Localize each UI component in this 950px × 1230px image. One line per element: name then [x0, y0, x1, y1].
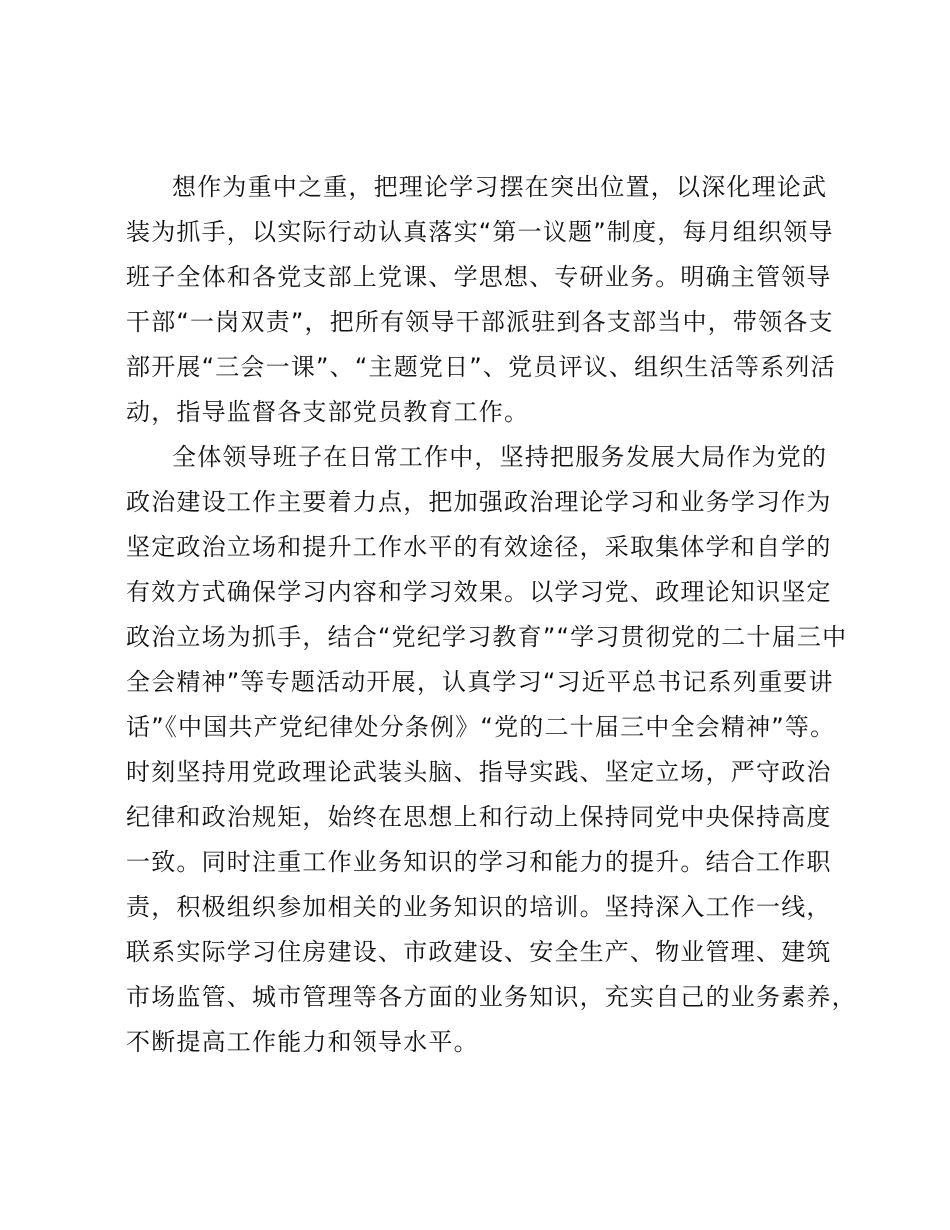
text-line: 全会精神”等专题活动开展，认真学习“习近平总书记系列重要讲 — [126, 668, 834, 696]
text-line: 政治建设工作主要着力点，把加强政治理论学习和业务学习作为 — [126, 488, 832, 516]
text-line: 部开展“三会一课”、“主题党日”、党员评议、组织生活等系列活 — [126, 353, 836, 381]
text-line: 有效方式确保学习内容和学习效果。以学习党、政理论知识坚定 — [126, 578, 832, 606]
text-line: 市场监管、城市管理等各方面的业务知识，充实自己的业务素养， — [126, 983, 857, 1011]
text-line: 时刻坚持用党政理论武装头脑、指导实践、坚定立场，严守政治 — [126, 758, 832, 786]
text-line: 不断提高工作能力和领导水平。 — [126, 1028, 479, 1056]
text-line: 全体领导班子在日常工作中，坚持把服务发展大局作为党的 — [172, 443, 828, 471]
text-line: 班子全体和各党支部上党课、学思想、专研业务。明确主管领导 — [126, 263, 832, 291]
text-line: 联系实际学习住房建设、市政建设、安全生产、物业管理、建筑 — [126, 938, 832, 966]
document-body — [126, 165, 866, 1065]
text-line: 话”《中国共产党纪律处分条例》“党的二十届三中全会精神”等。 — [126, 713, 836, 741]
text-line: 纪律和政治规矩，始终在思想上和行动上保持同党中央保持高度 — [126, 803, 832, 831]
text-line: 政治立场为抓手，结合“党纪学习教育”“学习贯彻党的二十届三中 — [126, 623, 848, 651]
text-line: 责，积极组织参加相关的业务知识的培训。坚持深入工作一线， — [126, 893, 832, 921]
text-line: 装为抓手，以实际行动认真落实“第一议题”制度，每月组织领导 — [126, 218, 834, 246]
text-line: 一致。同时注重工作业务知识的学习和能力的提升。结合工作职 — [126, 848, 832, 876]
text-line: 动，指导监督各支部党员教育工作。 — [126, 398, 530, 426]
text-line: 干部“一岗双责”，把所有领导干部派驻到各支部当中，带领各支 — [126, 308, 834, 336]
text-line: 坚定政治立场和提升工作水平的有效途径，采取集体学和自学的 — [126, 533, 832, 561]
text-line: 想作为重中之重，把理论学习摆在突出位置，以深化理论武 — [172, 173, 828, 201]
